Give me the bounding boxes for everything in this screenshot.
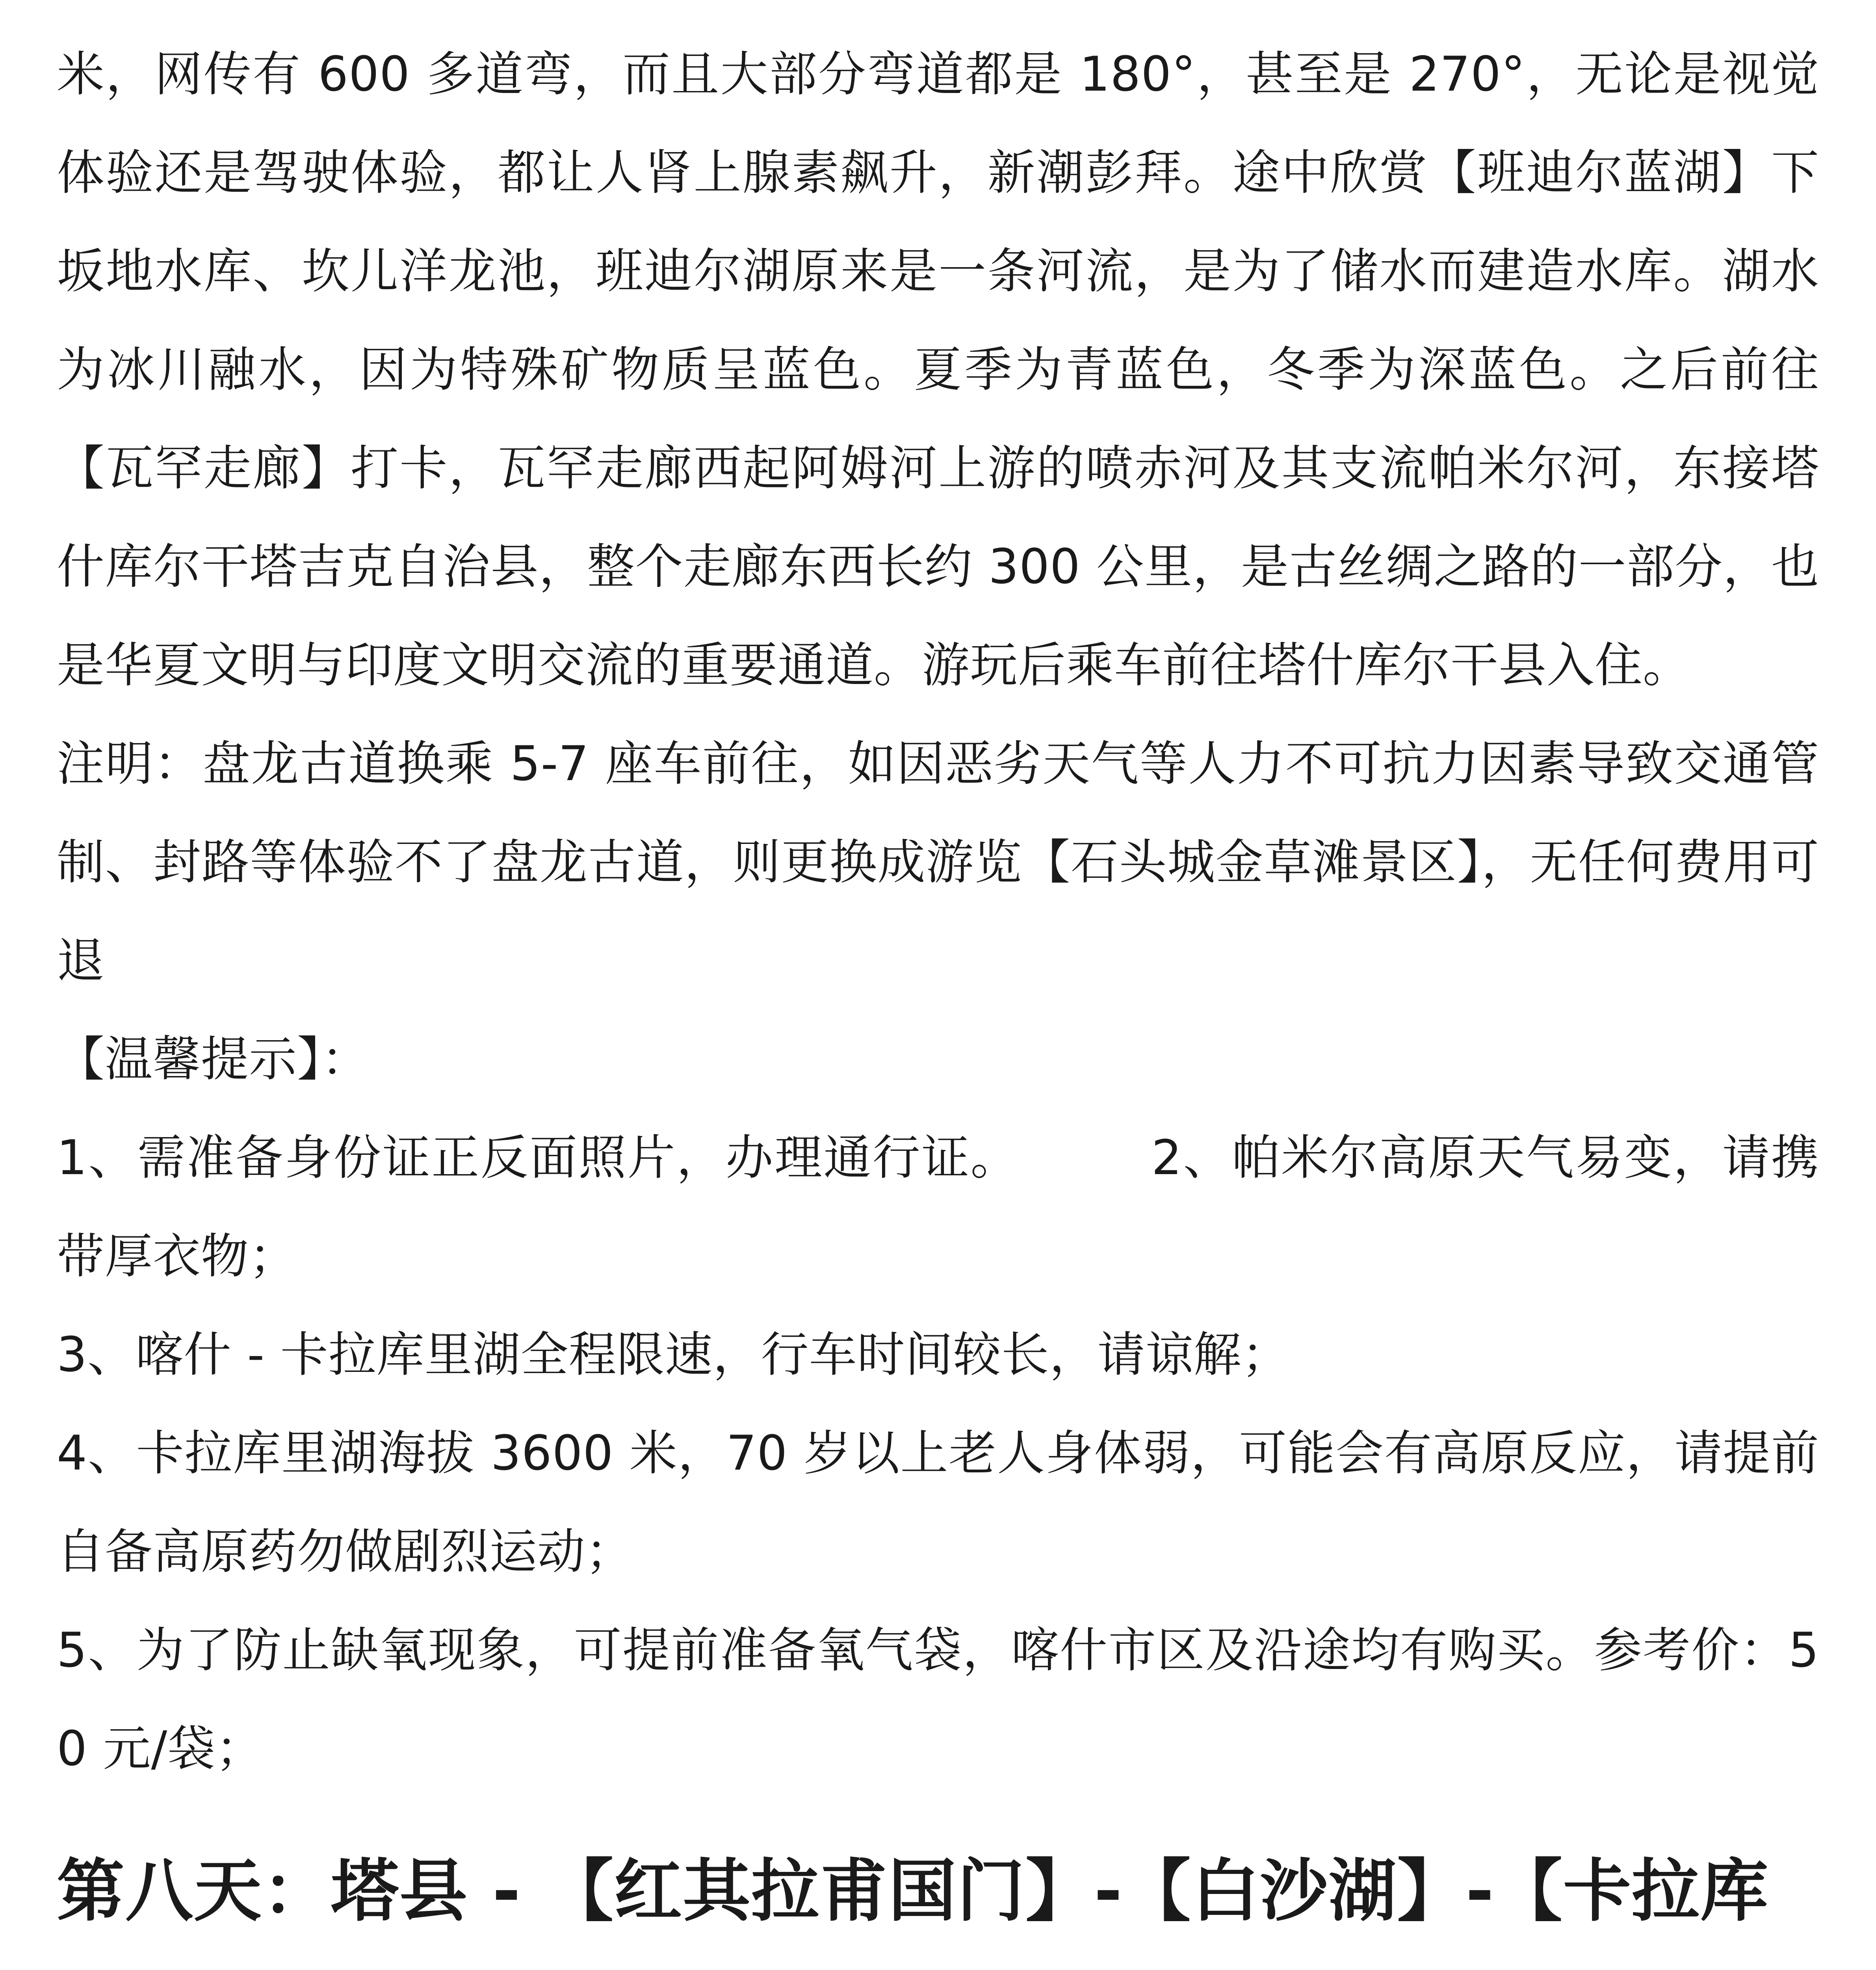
document-body <box>57 25 1819 1970</box>
tip-item: 3、喀什 - 卡拉库里湖全程限速，行车时间较长，请谅解； <box>57 1327 1290 1383</box>
tip-item: 4、卡拉库里湖海拔 3600 米，70 岁以上老人身体弱，可能会有高原反应，请提前自备高原药勿做剧烈运动； <box>57 1425 1819 1580</box>
note-paragraph: 注明：盘龙古道换乘 5-7 座车前往，如因恶劣天气等人力不可抗力因素导致交通管制、封路等体验不了盘龙古道，则更换成游览【石头城金草滩景区】，无任何费用可退 <box>57 736 1819 989</box>
tips-heading: 【温馨提示】： <box>57 1031 370 1087</box>
day-eight-title: 第八天：塔县 - 【红其拉甫国门】-【白沙湖】-【卡拉库 <box>57 1851 1769 1931</box>
itinerary-paragraph: 米，网传有 600 多道弯，而且大部分弯道都是 180°，甚至是 270°，无论是视觉体验还是驾驶体验，都让人肾上腺素飙升，新潮彭拜。途中欣赏【班迪尔蓝湖】下坂地水库、坎儿洋龙池，班迪尔湖原来是一条河流，是为了储水而建造水库。湖水为冰川融水，因为特殊矿物质呈蓝色。夏季为青蓝色，冬季为深蓝色。之后前往【瓦罕走廊】打卡，瓦罕走廊西起阿姆河上游的喷赤河及其支流帕米尔河，东接塔什库尔干塔吉克自治县，整个走廊东西长约 300 公里，是古丝绸之路的一部分，也是华夏文明与印度文明交流的重要通道。游玩后乘车前往塔什库尔干县入住。 <box>57 46 1819 693</box>
tip-item: 5、为了防止缺氧现象，可提前准备氧气袋，喀什市区及沿途均有购买。参考价：50 元/袋； <box>57 1622 1819 1777</box>
tip-item: 1、需准备身份证正反面照片，办理通行证。 2、帕米尔高原天气易变，请携带厚衣物； <box>57 1130 1819 1284</box>
